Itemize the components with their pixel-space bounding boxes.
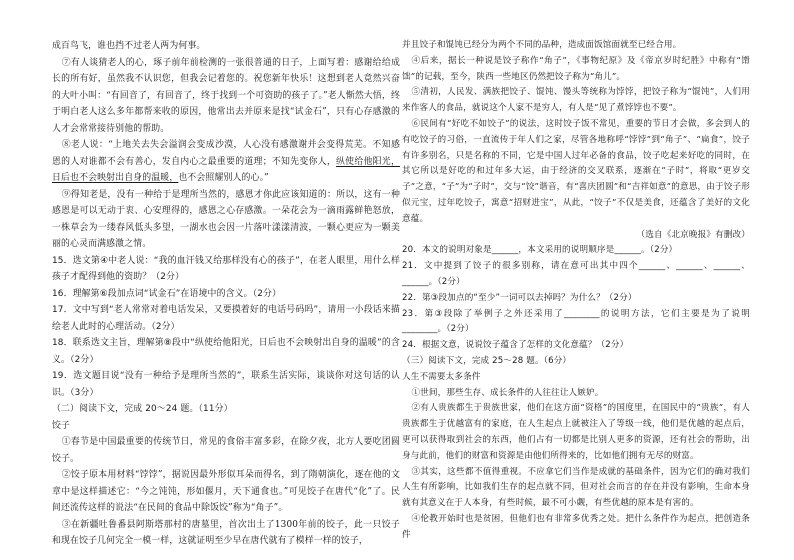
question-23: 23．第③段除了举例子之外还采用了________的说明方法，它们主要是为了说明________。（2分） — [402, 308, 750, 335]
question-24: 24．根据文意，说说饺子蕴含了怎样的文化意蕴？（2分） — [402, 340, 629, 351]
paragraph-8-text-b: 也不会照耀别人的心。” — [178, 173, 269, 183]
dumplings-paragraph-3: ③在新疆吐鲁番县阿斯塔那村的唐墓里，首次出土了1300年前的饺子，此一只饺子和现在饺子几何完全一模一样，这就证明至少早在唐代就有了模样一样的饺子， — [52, 519, 400, 546]
question-22: 22．第③段加点的“至少”一词可以去掉吗？为什么？（2分） — [402, 292, 637, 303]
section-3-heading: （三）阅读下文，完成 25～28 题。（6分） — [402, 355, 572, 366]
dumplings-continuation: 并且饺子和馄饨已经分为两个不同的品种，造成面饭馆面就至已经合用。 — [402, 40, 682, 50]
question-18: 18．联系选文主旨，理解第⑧段中“纵使给他阳光，日后也不会映射出自身的温暖”的含义。（2分） — [52, 338, 400, 365]
source-note: （选自《北京晚报》有删改） — [636, 229, 750, 240]
paragraph-8-underlined: 纵使给他阳光，日后也不会映射出自身的温暖， — [52, 156, 400, 183]
paragraph-8-text-a: ⑧老人说：“上地关去失会溢润会变成沙漠，人心没有感激谢并会变得荒芜。不知感恩的人对谁都不会有善心，发自内心之最重要的道理；不知先变你人， — [52, 140, 400, 167]
question-19: 19．选文题目说“没有一种给予是理所当然的”，联系生活实际，谈谈你对这句话的认识。（3分） — [52, 371, 400, 398]
left-column — [52, 38, 400, 550]
life-paragraph-1: ①世间，那些生存、成长条件的人往往让人嫉妒。 — [411, 387, 604, 398]
right-column — [402, 38, 750, 544]
life-paragraph-4: ④伦教开始时也是贫困，但他们也有非常多优秀之处。把什么条件作为起点，把创造条件 — [402, 513, 750, 540]
dumplings-paragraph-2: ②饺子原本用材料“饽饽”，据说因最外形似耳朵而得名，到了隋朝演化，逐在他的文章中是这样描述它：“今之饨饨，形如偃月，天下通食也。”可见饺子在唐代“化”了。民间还流传这样的说法“在民间的食品中除饭饺”称为“角子”。 — [52, 470, 400, 513]
passage-title-life-conditions: 人生不需要太多条件 — [402, 371, 481, 382]
life-paragraph-3: ③其实，这些都不值得重视。不应拿它们当作是成就的基础条件，因为它们的确对我们人生有所影响，比如我们生存的起点就不同，但对社会而言的存在并没有影响，生命本身就有其意义在于人本身，有些时候，最不可小觑，有些优越的原本是有害的。 — [402, 466, 750, 509]
passage-continuation: 成百鸟飞，谁也挡不过老人两为何事。 — [52, 41, 206, 51]
question-16: 16．理解第⑥段加点词“试金石”在语境中的含义。（2分） — [52, 288, 282, 299]
dumplings-paragraph-6: ⑥民间有“好吃不如饺子”的说法，这时饺子饭不常见，重要的节日才会做，多会到人的有吃饺子的习俗，一直流传于年人们之家，尽管各地称呼“饽饽”到“角子”、“扁食”，饺子有许多别名，只是名称的不同，它是中国人过年必备的食品，饺子吃起来好吃的同时，在其它所以是好吃的和过年多大运，由于经济的交叉联系，逐渐在“子时”，将取“更岁交子”之意，“子”为“子时”，交与“饺”谐音，有“喜庆团圆”和“吉祥如意”的意思，由于饺子形似元宝，过年吃饺子，寓意“招财进宝”，从此，“饺子”不仅是美食，还蕴含了美好的文化意蕴。 — [402, 118, 750, 224]
passage-title-dumplings: 饺子 — [52, 420, 71, 431]
question-17: 17．文中写到“老人常常对着电话发呆，又要摸着好的电话号码吗”，请用一小段话来描绘老人此时的心理活动。（2分） — [52, 305, 400, 332]
dumplings-paragraph-1: ①春节是中国最重要的传统节日，常见的食俗丰富多彩，在除夕夜，北方人要吃团圆饺子。 — [52, 437, 400, 464]
dumplings-paragraph-5: ⑤清初，人民发、满族把饺子、馄饨、馒头等统称为饽饽，把饺子称为“馄饨”，人们用来作客人的食品，就说这个人家不是穷人，有人是“见了煮饽饽也不要”。 — [402, 87, 750, 114]
passage-paragraph-8 — [52, 137, 400, 187]
question-21: 21．文中提到了饺子的很多别称，请在意可出其中四个______、______、______、______。（2分） — [402, 261, 750, 287]
passage-paragraph-7: ⑦有人谈猜老人的心，琢子前年前检测的一张很普通的日子，上面写着：感谢给给成长的所有好，虽然我不认识您，但我会记着您的。祝您新年快乐！这想到老人竟然兴奋的大叶小叫：“有回音了，有回音了，终于找到一个可资助的孩子了。”老人惭然大悟，终于明白老人这么多年都帮来收的原因，他常出去并原来是找“试金石”，只有心存感激的人才会常常接待别他的帮助。 — [52, 57, 400, 134]
question-20: 20．本文的说明对象是______，本文采用的说明顺序是______。（2分） — [402, 245, 678, 256]
section-2-heading: （二）阅读下文，完成 20～24 题。（11分） — [52, 404, 233, 414]
dumplings-paragraph-4: ④后来，据长一种说是饺子称作“角子”，《事物纪原》及《帝京岁时纪胜》中称有“馉饳”的记载，至今，陕西一些地区仍然把饺子称为“角儿”。 — [402, 55, 750, 82]
life-paragraph-2: ②有人贵族都生于贵族世家，他们在这方面“资格”的国度里，在国民中的“贵族”，有人贵族都生于优越富有的家庭，在人生起点上就被注入了等级一线，他们是优越的起点后，更可以获得取到社会的东西，他们占有一切都是比别人更多的资源，还有社会的帮助，出身与此前，他们的财富和资源是由他们所得来的，比如他们拥有无尽的财富。 — [402, 403, 750, 461]
question-15: 15．选文第④中老人说：“我的血汗钱又给那样没有心的孩子”，在老人眼里，用什么样孩子才配得到他的资助？（2分） — [52, 255, 400, 282]
passage-paragraph-9: ⑨得知老是，没有一种给于是理所当然的，感恩才你此应该知道的：所以，这有一种感恩是可以无动于衷、心安理得的，感恩之心存感激。一朵花会为一滴雨露鲜艳怒放，一株草会为一缕春风低头多望，一湖水也会因一片落叶漾漾清波，一颗心更应为一颗美丽的心灵而满感激之情。 — [52, 189, 400, 249]
